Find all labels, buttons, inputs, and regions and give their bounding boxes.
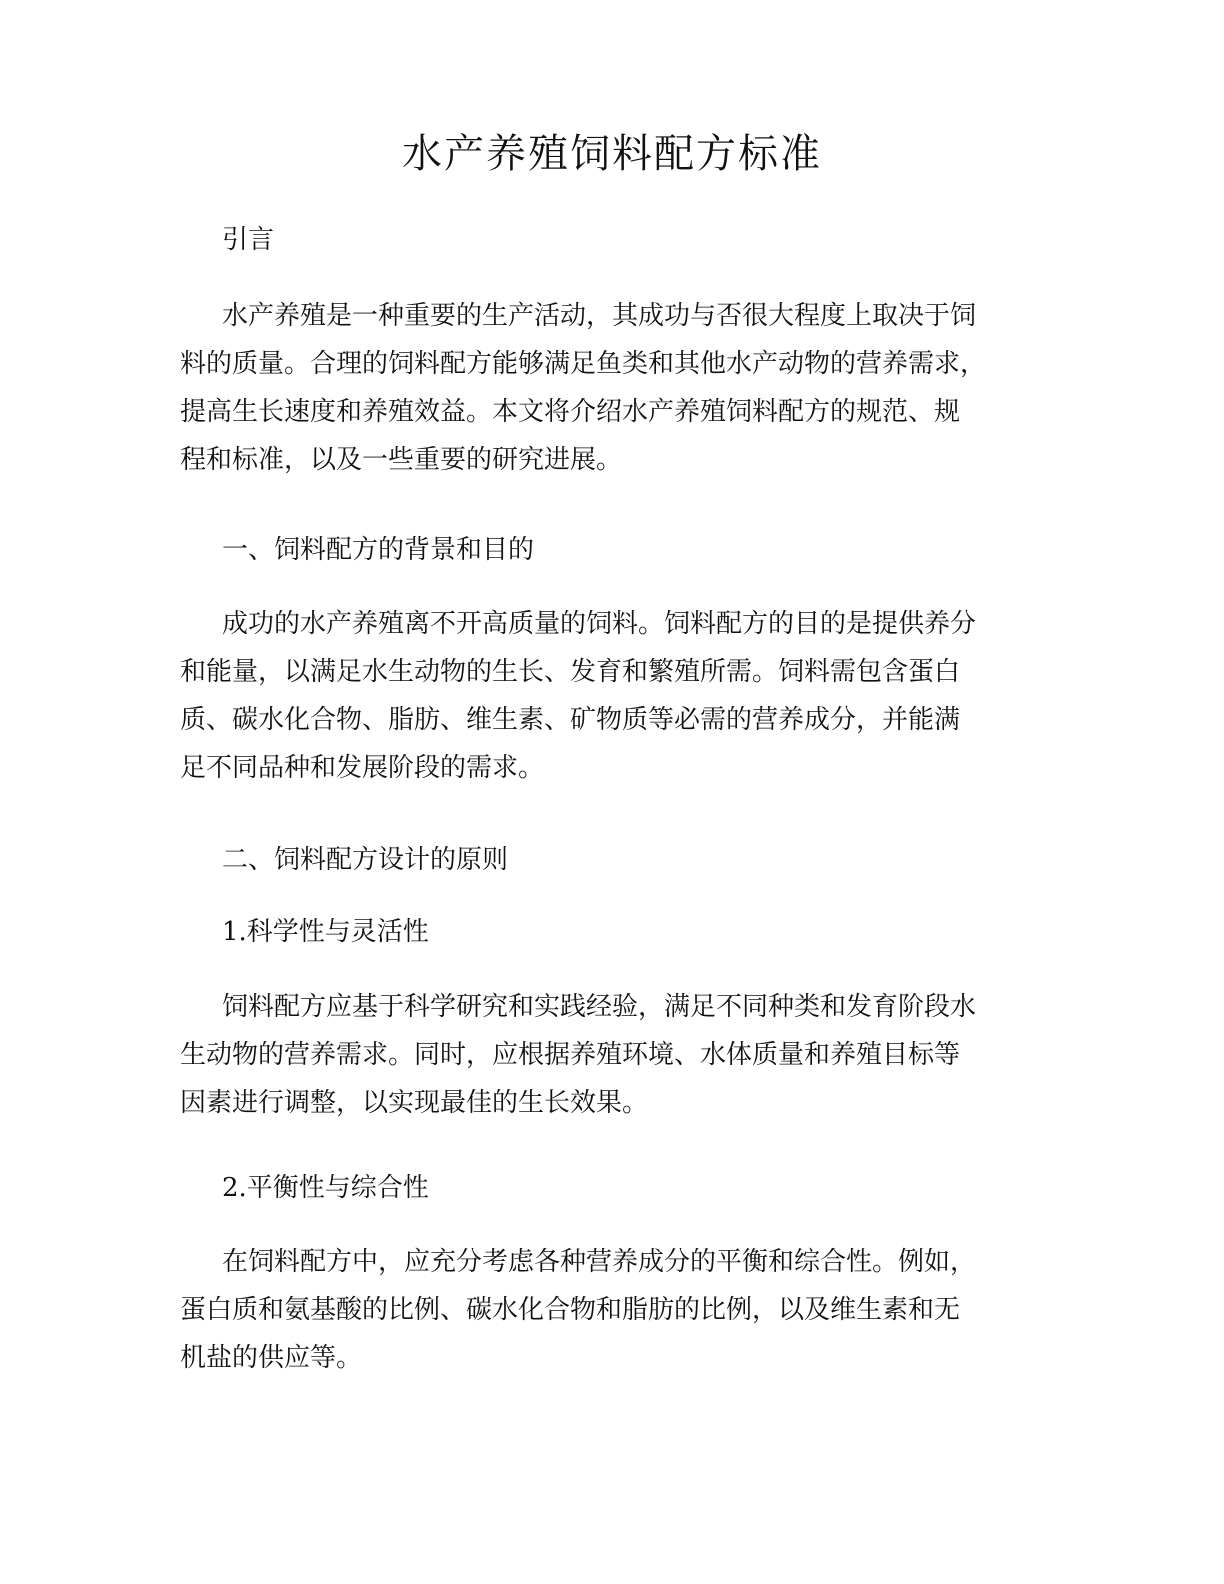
intro-heading: 引言: [222, 225, 275, 255]
paragraph-line: 和能量，以满足水生动物的生长、发育和繁殖所需。饲料需包含蛋白: [180, 657, 961, 687]
subsection1-paragraph: [180, 983, 1060, 1127]
paragraph-line: 程和标准，以及一些重要的研究进展。: [180, 445, 623, 475]
paragraph-line: 成功的水产养殖离不开高质量的饲料。饲料配方的目的是提供养分: [222, 609, 977, 639]
subsection2-paragraph: [180, 1238, 1060, 1382]
paragraph-line: 水产养殖是一种重要的生产活动，其成功与否很大程度上取决于饲: [222, 301, 977, 331]
section1-heading: 一、饲料配方的背景和目的: [222, 535, 535, 565]
paragraph-line: 质、碳水化合物、脂肪、维生素、矿物质等必需的营养成分，并能满: [180, 705, 961, 735]
paragraph-line: 因素进行调整，以实现最佳的生长效果。: [180, 1088, 649, 1118]
paragraph-line: 生动物的营养需求。同时，应根据养殖环境、水体质量和养殖目标等: [180, 1040, 961, 1070]
paragraph-line: 蛋白质和氨基酸的比例、碳水化合物和脂肪的比例，以及维生素和无: [180, 1295, 961, 1325]
section2-heading: 二、饲料配方设计的原则: [222, 845, 509, 875]
paragraph-line: 足不同品种和发展阶段的需求。: [180, 753, 545, 783]
subsection2-heading: 2.平衡性与综合性: [222, 1173, 429, 1203]
paragraph-line: 饲料配方应基于科学研究和实践经验，满足不同种类和发育阶段水: [222, 992, 977, 1022]
section1-paragraph: [180, 600, 1060, 792]
paragraph-line: 料的质量。合理的饲料配方能够满足鱼类和其他水产动物的营养需求，: [180, 349, 987, 379]
paragraph-line: 机盐的供应等。: [180, 1343, 363, 1373]
document-title: 水产养殖饲料配方标准: [402, 131, 822, 177]
subsection1-heading: 1.科学性与灵活性: [222, 917, 429, 947]
intro-paragraph: [180, 292, 1060, 484]
paragraph-line: 在饲料配方中，应充分考虑各种营养成分的平衡和综合性。例如，: [222, 1247, 977, 1277]
paragraph-line: 提高生长速度和养殖效益。本文将介绍水产养殖饲料配方的规范、规: [180, 397, 961, 427]
